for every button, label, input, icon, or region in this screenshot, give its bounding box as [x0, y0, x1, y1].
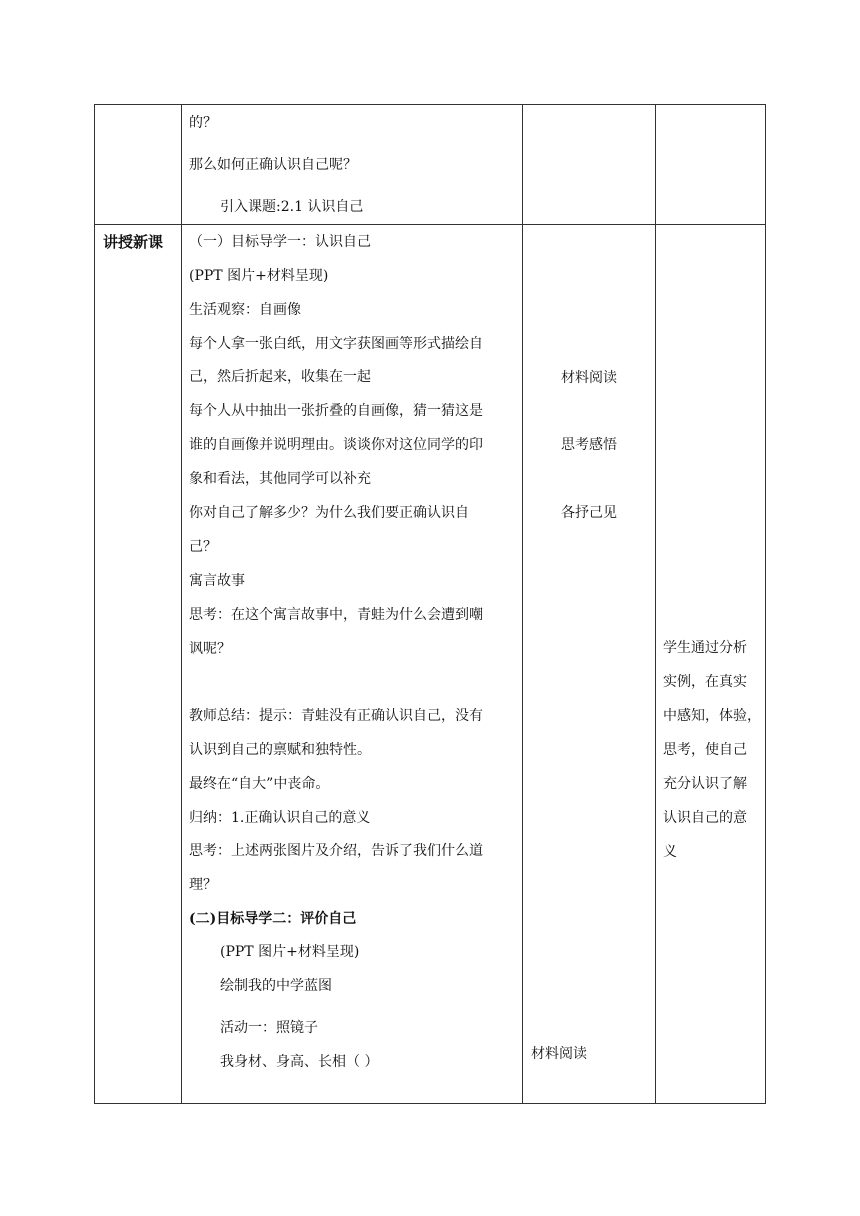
content-line: 思考：上述两张图片及介绍，告诉了我们什么道: [189, 843, 483, 859]
header-line-3: 引入课题:2.1 认识自己: [220, 199, 364, 215]
design-intent-line: 认识自己的意: [663, 810, 747, 826]
header-line-2: 那么如何正确认识自己呢？: [189, 157, 357, 173]
content-line: 己？: [189, 539, 217, 555]
content-line: (PPT 图片+材料呈现): [220, 944, 360, 960]
content-line: 我身材、身高、长相（ ）: [220, 1054, 379, 1070]
content-line: 你对自己了解多少？为什么我们要正确认识自: [189, 505, 469, 521]
content-subheading: (二)目标导学二：评价自己: [189, 911, 357, 927]
design-intent-line: 义: [663, 844, 677, 860]
design-intent-line: 思考，使自己: [663, 742, 747, 758]
column-border-left: [94, 104, 95, 1104]
student-activity: 材料阅读: [531, 1046, 587, 1062]
content-line: 讽呢？: [189, 641, 231, 657]
column-border-1: [181, 104, 182, 1104]
row-divider: [94, 224, 766, 225]
content-line: 活动一：照镜子: [220, 1020, 318, 1036]
student-activity: 各抒己见: [561, 505, 617, 521]
content-line: 归纳：1.正确认识自己的意义: [189, 810, 371, 826]
design-intent-line: 实例，在真实: [663, 674, 747, 690]
content-line: 每个人拿一张白纸，用文字获图画等形式描绘自: [189, 336, 483, 352]
column-border-3: [655, 104, 656, 1104]
column-border-2: [522, 104, 523, 1104]
content-line: 最终在“自大”中丧命。: [189, 776, 330, 792]
content-line: (PPT 图片+材料呈现): [189, 268, 329, 284]
content-line: 己，然后折起来，收集在一起: [189, 369, 371, 385]
content-line: 思考：在这个寓言故事中，青蛙为什么会遭到嘲: [189, 607, 483, 623]
design-intent-line: 充分认识了解: [663, 776, 747, 792]
content-line: 每个人从中抽出一张折叠的自画像，猜一猜这是: [189, 403, 483, 419]
content-line: 认识到自己的禀赋和独特性。: [189, 742, 371, 758]
content-line: （一）目标导学一：认识自己: [189, 234, 371, 250]
content-line: 绘制我的中学蓝图: [220, 978, 332, 994]
student-activity: 材料阅读: [561, 370, 617, 386]
section-label: 讲授新课: [103, 233, 164, 251]
design-intent-line: 学生通过分析: [663, 640, 747, 656]
content-line: 教师总结：提示：青蛙没有正确认识自己，没有: [189, 708, 483, 724]
header-line-1: 的？: [189, 115, 217, 131]
content-line: 寓言故事: [189, 573, 245, 589]
content-line: 理？: [189, 877, 217, 893]
content-line: 生活观察：自画像: [189, 302, 301, 318]
content-line: 象和看法，其他同学可以补充: [189, 471, 371, 487]
table-top-border: [94, 104, 766, 105]
column-border-right: [765, 104, 766, 1104]
content-line: 谁的自画像并说明理由。谈谈你对这位同学的印: [189, 437, 483, 453]
table-bottom-border: [94, 1103, 766, 1104]
design-intent-line: 中感知，体验，: [663, 708, 761, 724]
student-activity: 思考感悟: [561, 437, 617, 453]
